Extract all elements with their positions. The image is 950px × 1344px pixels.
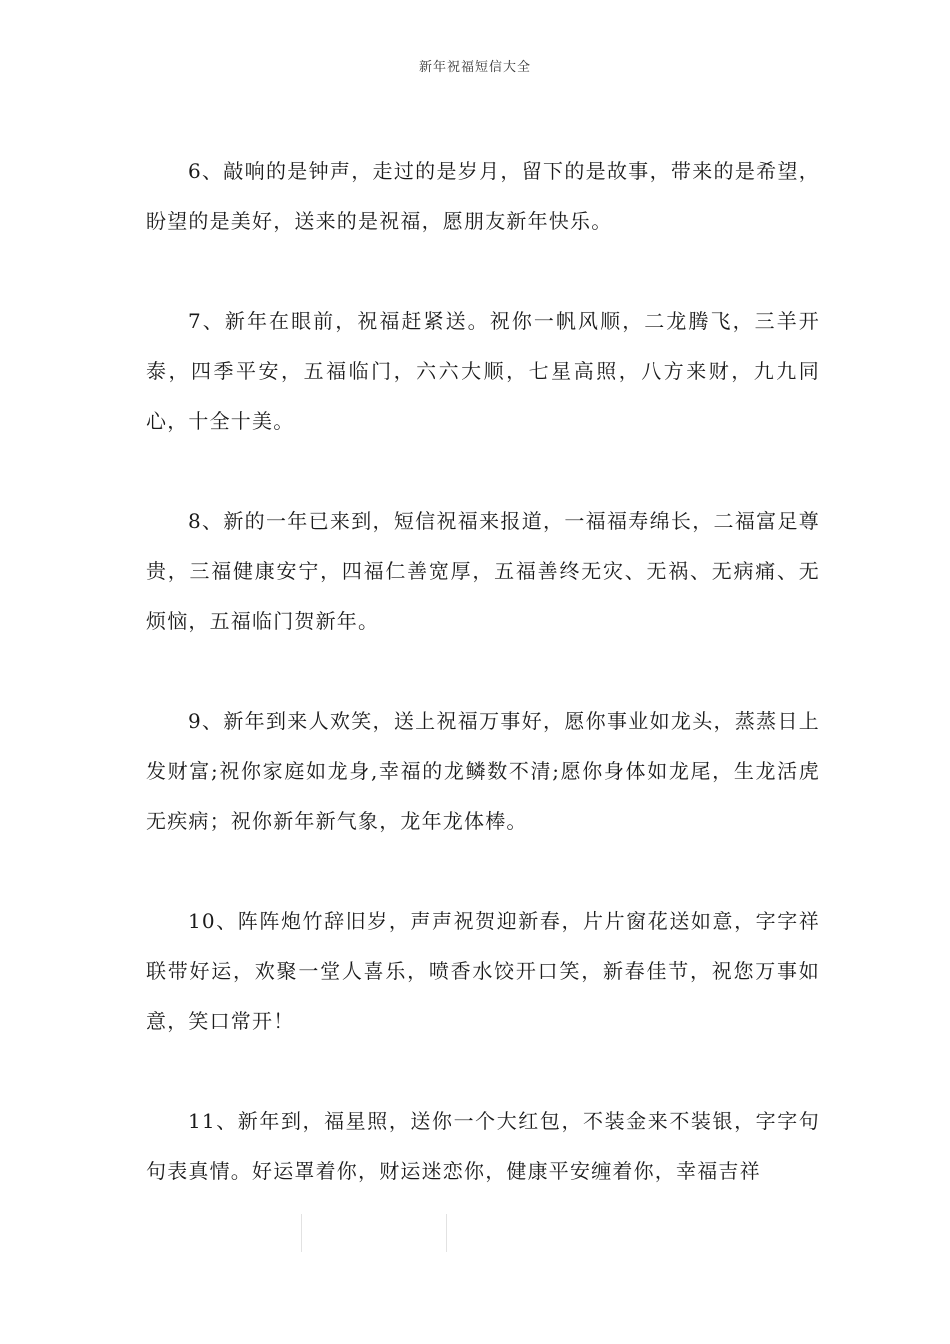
paragraph-7: 7、新年在眼前，祝福赶紧送。祝你一帆风顺，二龙腾飞，三羊开泰，四季平安，五福临门，六六大顺，七星高照，八方来财，九九同心，十全十美。 <box>146 309 820 433</box>
paragraph-6: 6、敲响的是钟声，走过的是岁月，留下的是故事，带来的是希望，盼望的是美好，送来的是祝福，愿朋友新年快乐。 <box>146 159 820 233</box>
paragraph-9: 9、新年到来人欢笑，送上祝福万事好，愿你事业如龙头，蒸蒸日上发财富;祝你家庭如龙身,幸福的龙鳞数不清;愿你身体如龙尾，生龙活虎无疾病；祝你新年新气象，龙年龙体棒。 <box>146 709 820 833</box>
paragraph-10: 10、阵阵炮竹辞旧岁，声声祝贺迎新春，片片窗花送如意，字字祥联带好运，欢聚一堂人喜乐，喷香水饺开口笑，新春佳节，祝您万事如意，笑口常开！ <box>146 909 820 1033</box>
page-header: 新年祝福短信大全 <box>418 60 531 75</box>
footer-divider-left <box>301 1214 302 1252</box>
document-body <box>146 146 820 1246</box>
footer-divider-right <box>446 1214 447 1252</box>
paragraph-11: 11、新年到，福星照，送你一个大红包，不装金来不装银，字字句句表真情。好运罩着你，财运迷恋你，健康平安缠着你，幸福吉祥 <box>146 1109 820 1183</box>
paragraph-8: 8、新的一年已来到，短信祝福来报道，一福福寿绵长，二福富足尊贵，三福健康安宁，四福仁善宽厚，五福善终无灾、无祸、无病痛、无烦恼，五福临门贺新年。 <box>146 509 820 633</box>
